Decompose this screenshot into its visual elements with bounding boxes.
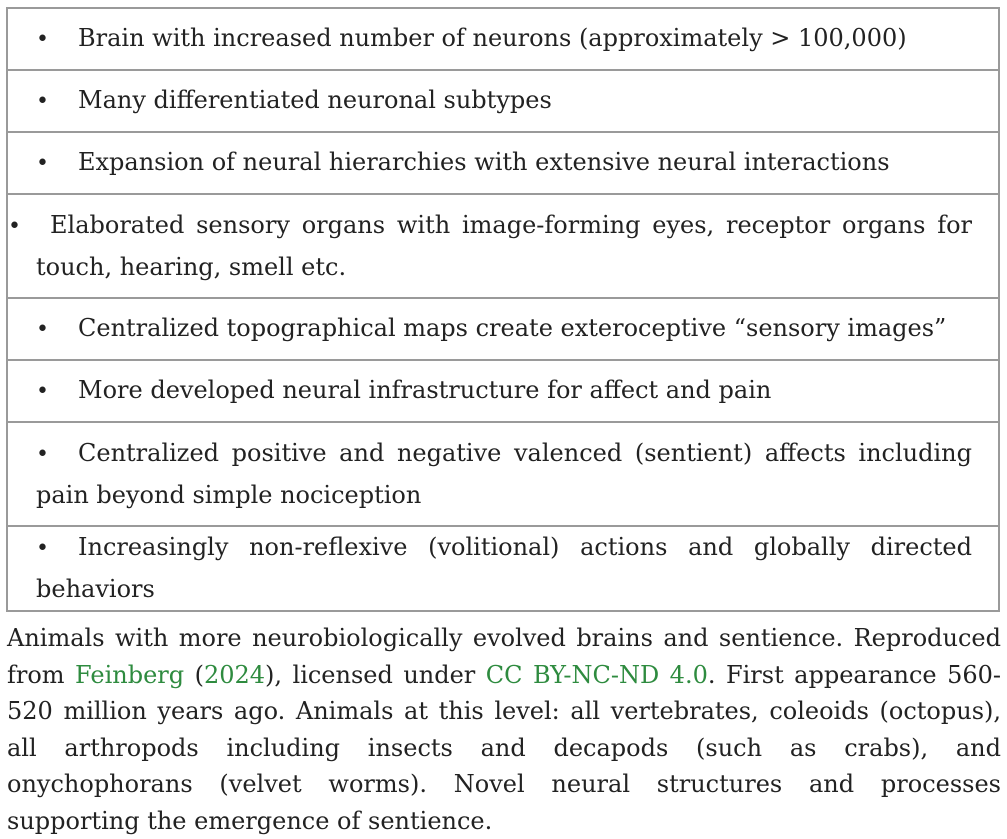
row-text: Expansion of neural hierarchies with extensive neural interactions bbox=[78, 148, 890, 176]
table-row bbox=[7, 422, 999, 526]
row-text: Brain with increased number of neurons (approximately > 100,000) bbox=[78, 24, 907, 52]
table-cell bbox=[7, 298, 999, 360]
bullet-icon: • bbox=[36, 441, 49, 467]
table-row bbox=[7, 298, 999, 360]
row-text: Centralized topographical maps create exteroceptive “sensory images” bbox=[78, 314, 947, 342]
bullet-icon: • bbox=[36, 379, 49, 404]
caption-text: ( bbox=[184, 660, 204, 689]
table-row bbox=[7, 70, 999, 132]
row-text: Elaborated sensory organs with image-forming eyes, receptor organs for touch, hearing, smell etc. bbox=[36, 210, 972, 281]
year-link[interactable]: 2024 bbox=[203, 660, 266, 689]
features-table bbox=[6, 7, 1000, 612]
bullet-icon: • bbox=[36, 536, 49, 561]
table-cell bbox=[7, 422, 999, 526]
table-cell bbox=[7, 360, 999, 422]
table-cell bbox=[7, 526, 999, 611]
table-row bbox=[7, 8, 999, 70]
bullet-icon: • bbox=[36, 89, 49, 114]
caption-text: Animals with more neurobiologically evolved brains and sentience. Reproduced from bbox=[7, 624, 1001, 689]
row-text: Centralized positive and negative valenced (sentient) affects including pain beyond simple nociception bbox=[36, 438, 972, 509]
row-text: More developed neural infrastructure for affect and pain bbox=[78, 376, 772, 404]
table-cell bbox=[7, 194, 999, 298]
author-link[interactable]: Feinberg bbox=[75, 660, 185, 689]
table-row bbox=[7, 526, 999, 611]
row-text: Increasingly non-reflexive (volitional) actions and globally directed behaviors bbox=[36, 533, 972, 603]
license-link[interactable]: CC BY-NC-ND 4.0 bbox=[485, 660, 708, 689]
bullet-icon: • bbox=[8, 213, 21, 239]
bullet-icon: • bbox=[36, 151, 49, 176]
table-row bbox=[7, 194, 999, 298]
bullet-icon: • bbox=[36, 317, 49, 342]
caption-text: ), licensed under bbox=[265, 660, 486, 689]
table-row bbox=[7, 132, 999, 194]
row-text: Many differentiated neuronal subtypes bbox=[78, 86, 552, 114]
bullet-icon: • bbox=[36, 27, 49, 52]
caption-text: . First appearance 560-520 million years ago. Animals at this level: all vertebrates, coleoids (octopus), all arthropods including insects and decapods (such as crabs), and onychophorans (velvet worms). Novel neural structures and processes supporting the emergence of sentience. bbox=[7, 660, 1001, 835]
table-caption bbox=[7, 620, 1001, 839]
table-cell bbox=[7, 8, 999, 70]
table-cell bbox=[7, 70, 999, 132]
table-cell bbox=[7, 132, 999, 194]
table-row bbox=[7, 360, 999, 422]
